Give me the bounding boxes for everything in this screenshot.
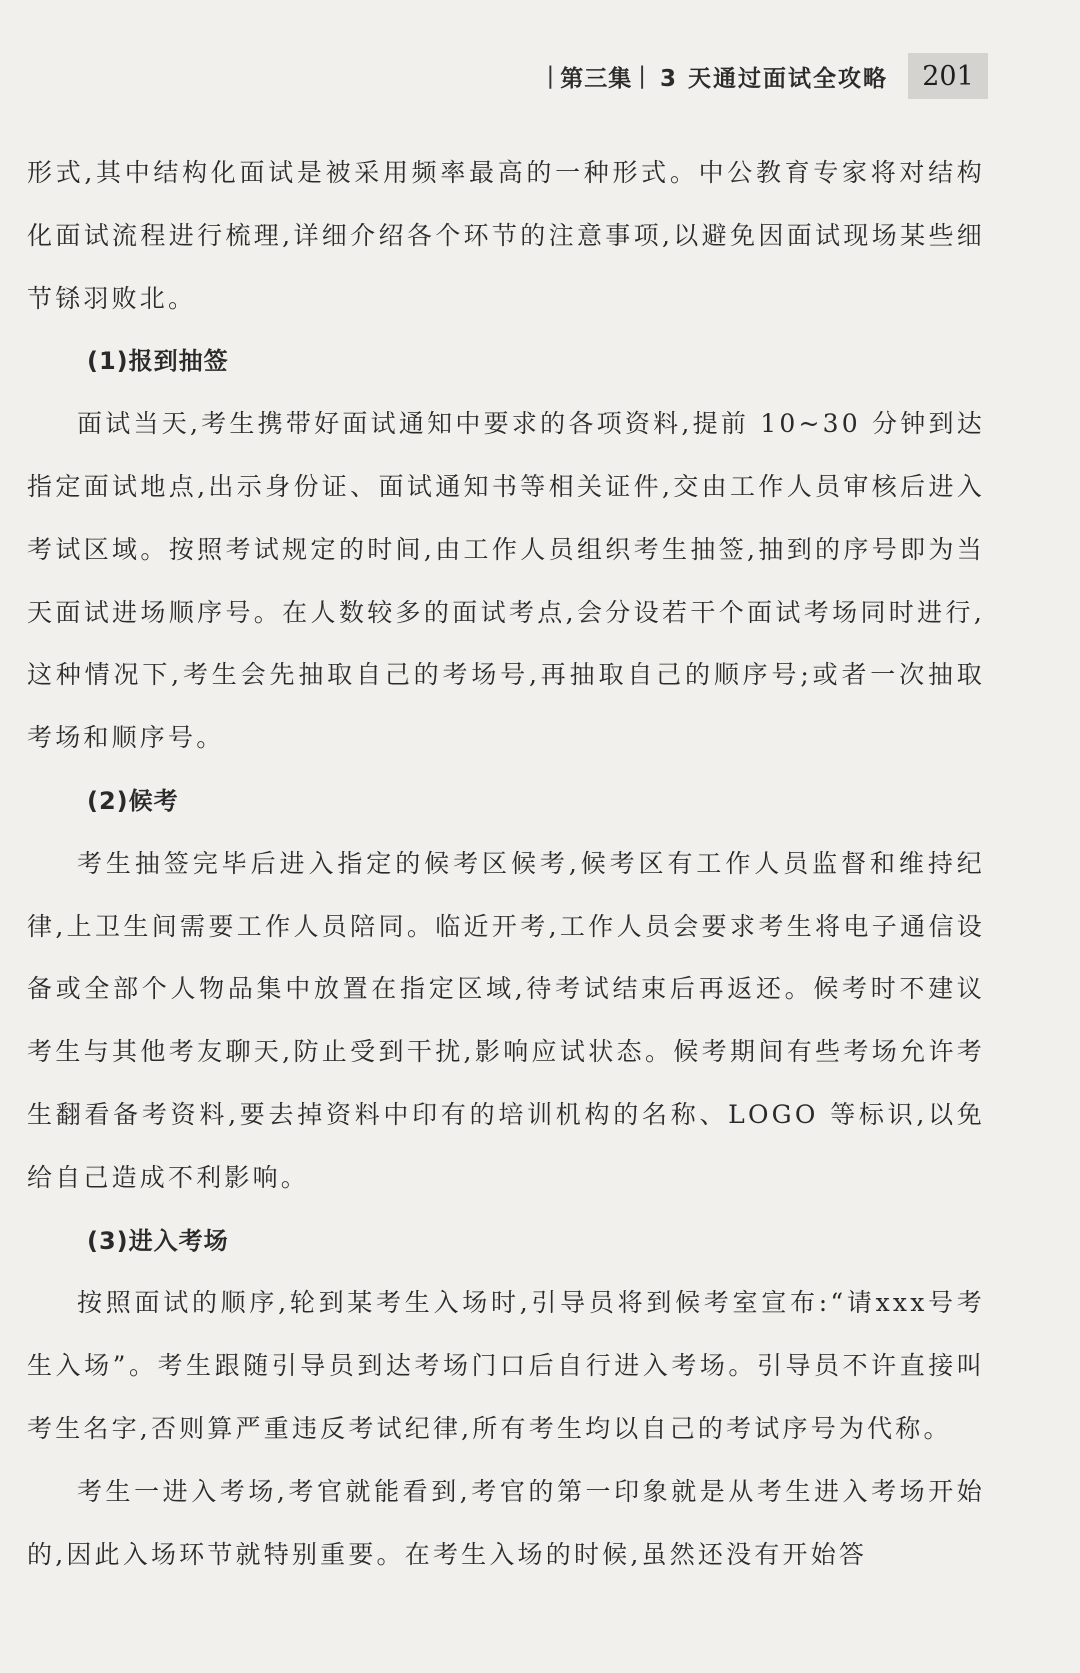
section-heading-entering: (3)进入考场	[87, 1226, 229, 1255]
running-header	[540, 54, 988, 98]
header-book-title: 3 天通过面试全攻略	[659, 65, 888, 92]
paragraph-entering-order: 按照面试的顺序,轮到某考生入场时,引导员将到候考室宣布:“请xxx号考生入场”。考生跟随引导员到达考场门口后自行进入考场。引导员不许直接叫考生名字,否则算严重违反考试纪律,所有考生均以自己的考试序号为代称。	[27, 1288, 985, 1443]
header-divider-left: |	[546, 63, 555, 89]
page-body	[27, 142, 985, 1586]
page-number: 201	[908, 53, 988, 99]
paragraph-registration: 面试当天,考生携带好面试通知中要求的各项资料,提前 10~30 分钟到达指定面试地点,出示身份证、面试通知书等相关证件,交由工作人员审核后进入考试区域。按照考试规定的时间,由工作人员组织考生抽签,抽到的序号即为当天面试进场顺序号。在人数较多的面试考点,会分设若干个面试考场同时进行,这种情况下,考生会先抽取自己的考场号,再抽取自己的顺序号;或者一次抽取考场和顺序号。	[27, 409, 985, 753]
section-heading-registration: (1)报到抽签	[87, 347, 229, 376]
section-heading-waiting: (2)候考	[87, 786, 179, 815]
header-part-label: 第三集	[560, 65, 633, 92]
paragraph-intro: 形式,其中结构化面试是被采用频率最高的一种形式。中公教育专家将对结构化面试流程进行梳理,详细介绍各个环节的注意事项,以避免因面试现场某些细节铩羽败北。	[27, 158, 985, 313]
header-divider-right: |	[638, 63, 646, 89]
paragraph-waiting: 考生抽签完毕后进入指定的候考区候考,候考区有工作人员监督和维持纪律,上卫生间需要工作人员陪同。临近开考,工作人员会要求考生将电子通信设备或全部个人物品集中放置在指定区域,待考试结束后再返还。候考时不建议考生与其他考友聊天,防止受到干扰,影响应试状态。候考期间有些考场允许考生翻看备考资料,要去掉资料中印有的培训机构的名称、LOGO 等标识,以免给自己造成不利影响。	[27, 848, 985, 1192]
paragraph-first-impression: 考生一进入考场,考官就能看到,考官的第一印象就是从考生进入考场开始的,因此入场环节就特别重要。在考生入场的时候,虽然还没有开始答	[27, 1476, 985, 1569]
